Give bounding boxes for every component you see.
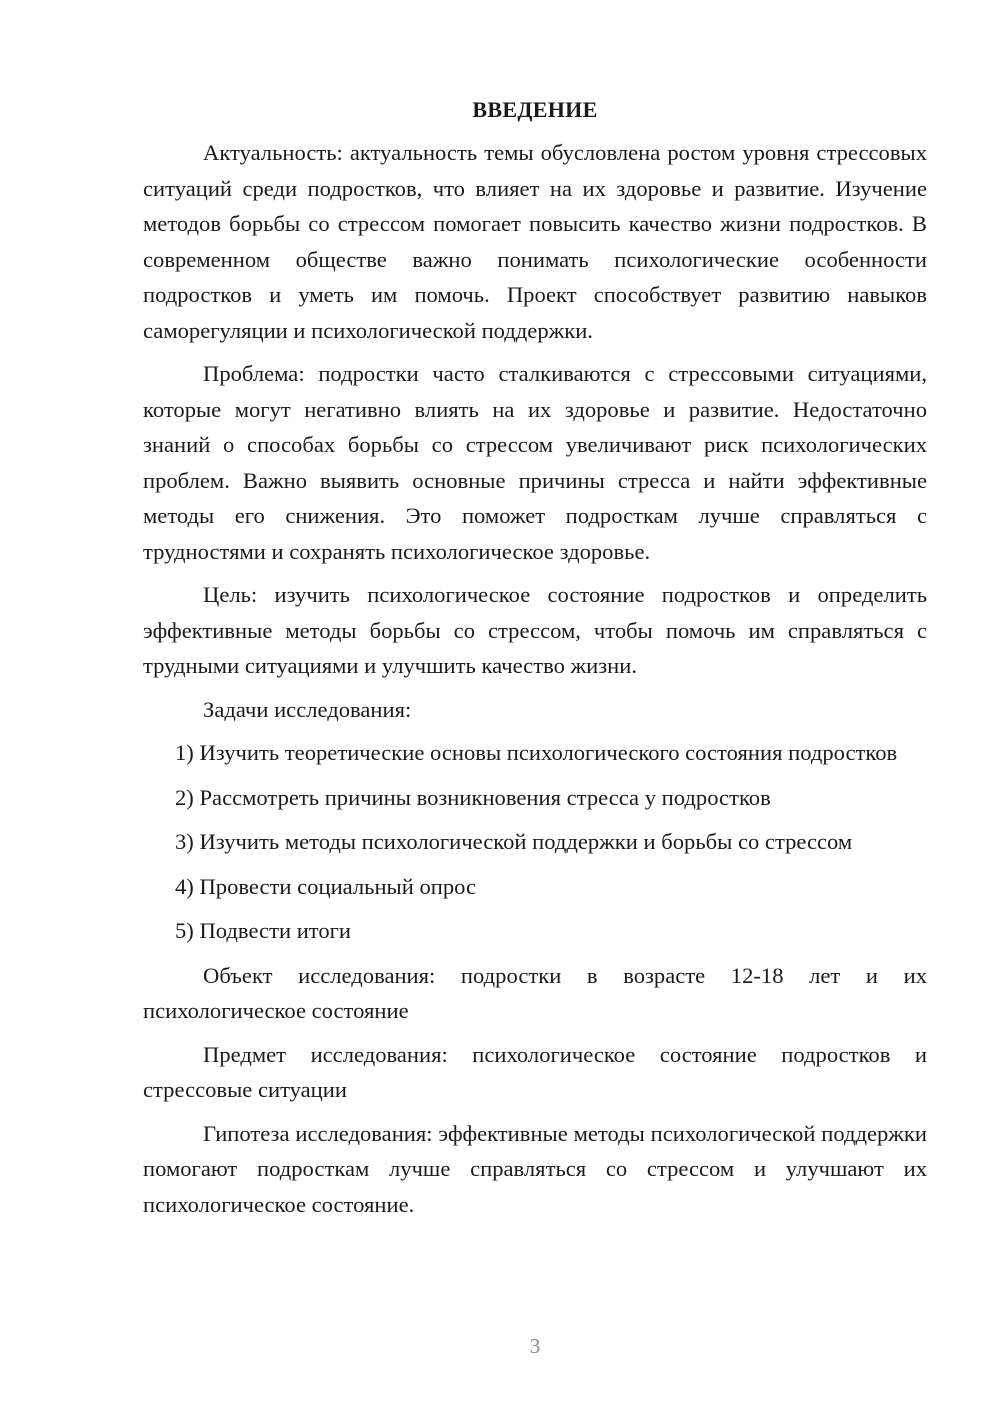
task-item: 1) Изучить теоретические основы психологического состояния подростков bbox=[175, 740, 898, 765]
page-title: ВВЕДЕНИЕ bbox=[472, 97, 598, 122]
task-item: 5) Подвести итоги bbox=[175, 918, 352, 943]
object-paragraph: Объект исследования: подростки в возрасте 12-18 лет и их психологическое состояние bbox=[143, 962, 927, 1023]
hypothesis-paragraph: Гипотеза исследования: эффективные методы психологической поддержки помогают подросткам лучше справляться со стрессом и улучшают их психологическое состояние. bbox=[143, 1120, 927, 1217]
subject-paragraph: Предмет исследования: психологическое состояние подростков и стрессовые ситуации bbox=[143, 1041, 927, 1102]
task-item: 4) Провести социальный опрос bbox=[175, 873, 477, 899]
task-item: 2) Рассмотреть причины возникновения стресса у подростков bbox=[175, 784, 771, 810]
task-item: 3) Изучить методы психологической поддержки и борьбы со стрессом bbox=[175, 829, 853, 854]
goal-paragraph: Цель: изучить психологическое состояние подростков и определить эффективные методы борьбы со стрессом, чтобы помочь им справляться с трудными ситуациями и улучшить качество жизни. bbox=[143, 582, 927, 678]
document-body bbox=[143, 95, 927, 1230]
tasks-list bbox=[143, 735, 927, 949]
relevance-paragraph: Актуальность: актуальность темы обусловлена ростом уровня стрессовых ситуаций среди подростков, что влияет на их здоровье и развитие. Изучение методов борьбы со стрессом помогает повысить качество жизни подростков. В современном обществе важно понимать психологические особенности подростков и уметь им помочь. Проект способствует развитию навыков саморегуляции и психологической поддержки. bbox=[143, 140, 927, 343]
page-number: 3 bbox=[529, 1334, 541, 1358]
problem-paragraph: Проблема: подростки часто сталкиваются с стрессовыми ситуациями, которые могут негативно влиять на их здоровье и развитие. Недостаточно знаний о способах борьбы со стрессом увеличивают риск психологических проблем. Важно выявить основные причины стресса и найти эффективные методы его снижения. Это поможет подросткам лучше справляться с трудностями и сохранять психологическое здоровье. bbox=[143, 361, 927, 564]
tasks-heading: Задачи исследования: bbox=[203, 696, 412, 722]
